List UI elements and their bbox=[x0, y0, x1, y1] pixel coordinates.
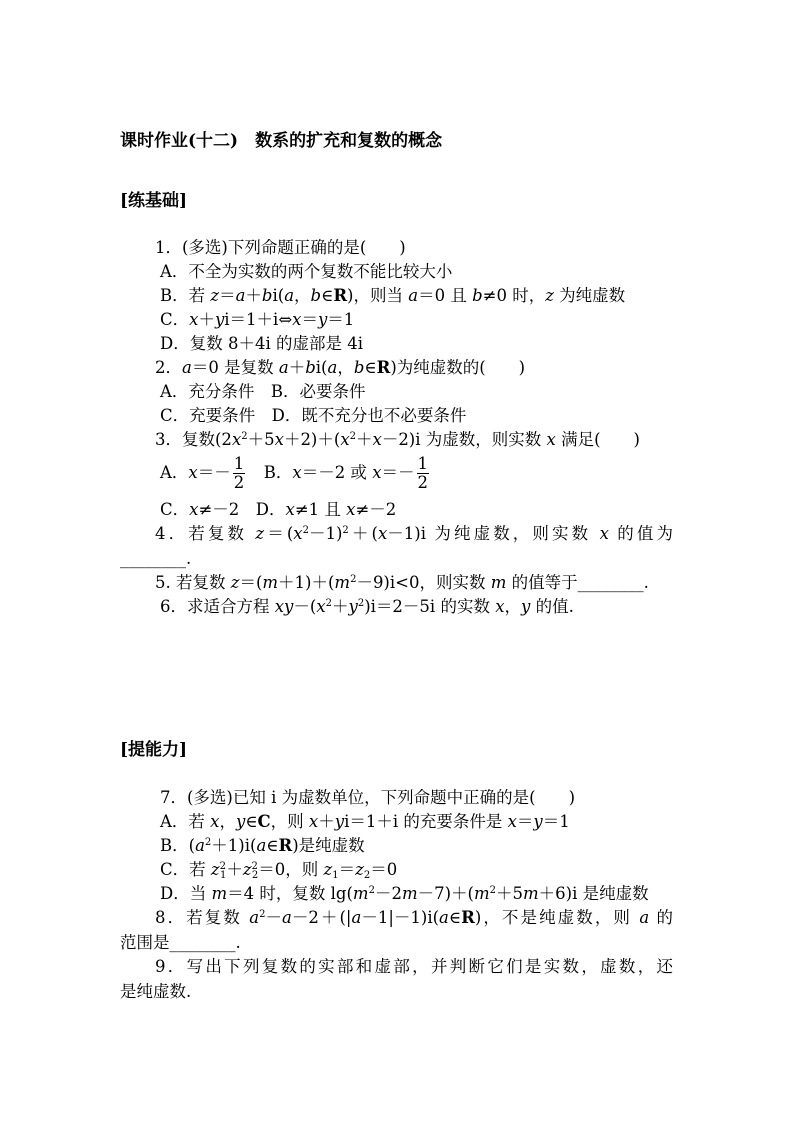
q2-stem: 2．a＝0 是复数 a＋bi(a，b∈R)为纯虚数的( ) bbox=[155, 358, 526, 377]
q8-blank: 范围是________. bbox=[120, 933, 241, 952]
page-title: 课时作业(十二) 数系的扩充和复数的概念 bbox=[120, 131, 443, 151]
q1-option-d: D．复数 8＋4i 的虚部是 4i bbox=[160, 334, 364, 353]
q4-blank: ________. bbox=[120, 549, 192, 568]
section-heading-basics: [练基础] bbox=[120, 191, 188, 211]
q4-stem: 4．若复数 $z=(x^2-1)^2+(x-1)i$ 为纯虚数，则实数 x 的值为 bbox=[155, 524, 674, 543]
q3-options-ab: A．x＝－ $\frac{1}{2}$ B．x＝－2 或 x＝－ $\frac{1}{2}$ bbox=[160, 454, 428, 492]
q7-option-a: A．若 x，y∈C，则 x＋yi＝1＋i 的充要条件是 x＝y＝1 bbox=[160, 812, 570, 831]
fraction-one-half: $\frac{1}{2}$ bbox=[417, 454, 428, 492]
q6-stem: 6．求适合方程 $xy-(x^2+y^2)i=2-5i$ 的实数 x，y 的值. bbox=[160, 597, 574, 616]
q3-options-cd: C．x≠－2 D．x≠1 且 x≠－2 bbox=[160, 500, 397, 519]
q2-options-ab: A．充分条件 B．必要条件 bbox=[160, 382, 366, 401]
q8-stem: 8．若复数 $a^2-a-2+(|a-1|-1)i(a\in R)$，不是纯虚数，则 a 的 bbox=[155, 908, 674, 927]
q2-options-cd: C．充要条件 D．既不充分也不必要条件 bbox=[160, 406, 467, 425]
q3-stem: 3．复数$(2x^2+5x+2)+(x^2+x-2)i$ 为虚数，则实数 x 满足( ) bbox=[155, 430, 640, 449]
q1-option-c: C．x＋yi＝1＋i⇔x＝y＝1 bbox=[160, 310, 355, 329]
q9-line2: 是纯虚数. bbox=[120, 982, 192, 1001]
q7-option-b: B．$(a^2+1)i(a\in R)$是纯虚数 bbox=[160, 836, 365, 855]
q7-option-d: D．当 m＝4 时，复数 $\lg(m^2-2m-7)+(m^2+5m+6)i$ 是纯虚数 bbox=[160, 884, 649, 903]
q7-option-c: C．若 $z^2_1+z^2_2=0$，则 $z_1=z_2=0$ bbox=[160, 860, 398, 881]
q1-option-a: A．不全为实数的两个复数不能比较大小 bbox=[160, 262, 453, 281]
q7-stem: 7．(多选)已知 i 为虚数单位，下列命题中正确的是( ) bbox=[160, 788, 576, 807]
q1-option-b: B．若 z＝a＋bi(a，b∈R)，则当 a＝0 且 b≠0 时，z 为纯虚数 bbox=[160, 286, 626, 305]
q1-stem: 1．(多选)下列命题正确的是( ) bbox=[155, 238, 406, 257]
fraction-one-half: $\frac{1}{2}$ bbox=[233, 454, 245, 492]
q9-line1: 9．写出下列复数的实部和虚部，并判断它们是实数，虚数，还 bbox=[155, 957, 673, 976]
q5-stem: 5. 若复数 $z=(m+1)+(m^2-9)i<0$，则实数 m 的值等于________. bbox=[155, 573, 649, 592]
section-heading-advanced: [提能力] bbox=[120, 740, 188, 760]
